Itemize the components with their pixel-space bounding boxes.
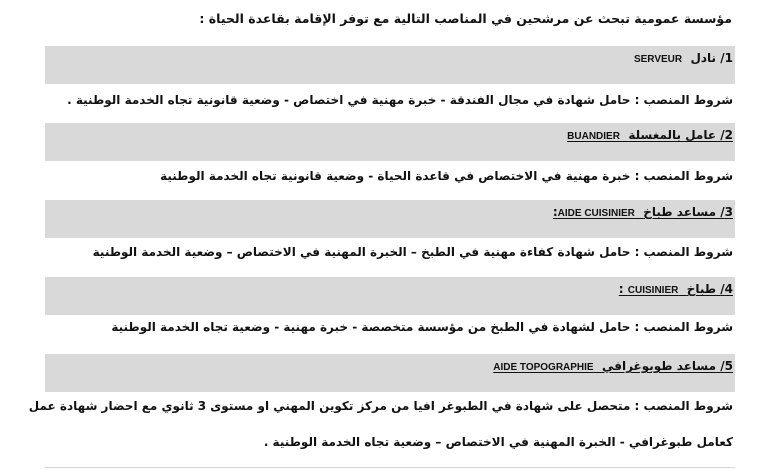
position-title-fr: AIDE CUISINIER <box>557 208 635 219</box>
divider <box>45 467 735 468</box>
position-title-ar: طباخ <box>686 282 717 296</box>
position-2-header <box>45 123 735 161</box>
position-number: 4/ <box>720 282 733 296</box>
position-4-conditions: شروط المنصب : حامل لشهادة في الطبخ من مؤسسة متخصصة - خبرة مهنية - وضعية تجاه الخدمة الوطنية <box>111 320 733 334</box>
position-number: 5/ <box>720 359 733 373</box>
position-title-fr: BUANDIER <box>567 131 620 142</box>
position-5-title <box>493 359 733 373</box>
position-3-conditions: شروط المنصب : حامل شهادة كفاءة مهنية في الطبخ – الخبرة المهنية في الاختصاص – وضعية الخدمة الوطنية <box>92 245 733 259</box>
position-title-fr: AIDE TOPOGRAPHIE <box>493 362 594 373</box>
position-5-conditions-line-1: شروط المنصب : متحصل على شهادة في الطبوغر افيا من مركز تكوين المهني او مستوى 3 ثانوي مع احضار شهادة عمل <box>28 399 733 413</box>
position-number: 3/ <box>720 205 733 219</box>
position-1-title <box>634 51 733 65</box>
position-4-header <box>45 277 735 315</box>
position-3-title <box>553 205 733 219</box>
position-number: 2/ <box>720 128 733 142</box>
position-2-title <box>567 128 733 142</box>
position-4-title <box>619 282 733 296</box>
position-number: 1/ <box>720 51 733 65</box>
position-5-conditions-line-2: كعامل طبوغرافي - الخبرة المهنية في الاختصاص – وضعية تجاه الخدمة الوطنية . <box>263 435 733 449</box>
title-suffix: : <box>552 205 558 219</box>
position-1-conditions: شروط المنصب : حامل شهادة في مجال الفندقة - خبرة مهنية في اختصاص - وضعية قانونية تجاه الخدمة الوطنية . <box>67 93 733 107</box>
position-1-header <box>45 46 735 84</box>
position-5-header <box>45 354 735 392</box>
position-title-fr: SERVEUR <box>633 54 683 65</box>
position-title-ar: مساعد طوبوغرافي <box>601 359 717 373</box>
position-title-ar: نادل <box>690 51 717 65</box>
position-3-header <box>45 200 735 238</box>
position-title-ar: مساعد طباخ <box>643 205 717 219</box>
position-title-ar: عامل بالمغسلة <box>628 128 717 142</box>
position-2-conditions: شروط المنصب : خبرة مهنية في الاختصاص في قاعدة الحياة - وضعية قانونية تجاه الخدمة الوطنية <box>160 169 733 183</box>
position-title-fr: CUISINIER <box>627 285 679 296</box>
intro-heading: مؤسسة عمومية تبحث عن مرشحين في المناصب التالية مع توفر الإقامة بقاعدة الحياة : <box>199 11 732 26</box>
title-suffix: : <box>618 282 628 296</box>
